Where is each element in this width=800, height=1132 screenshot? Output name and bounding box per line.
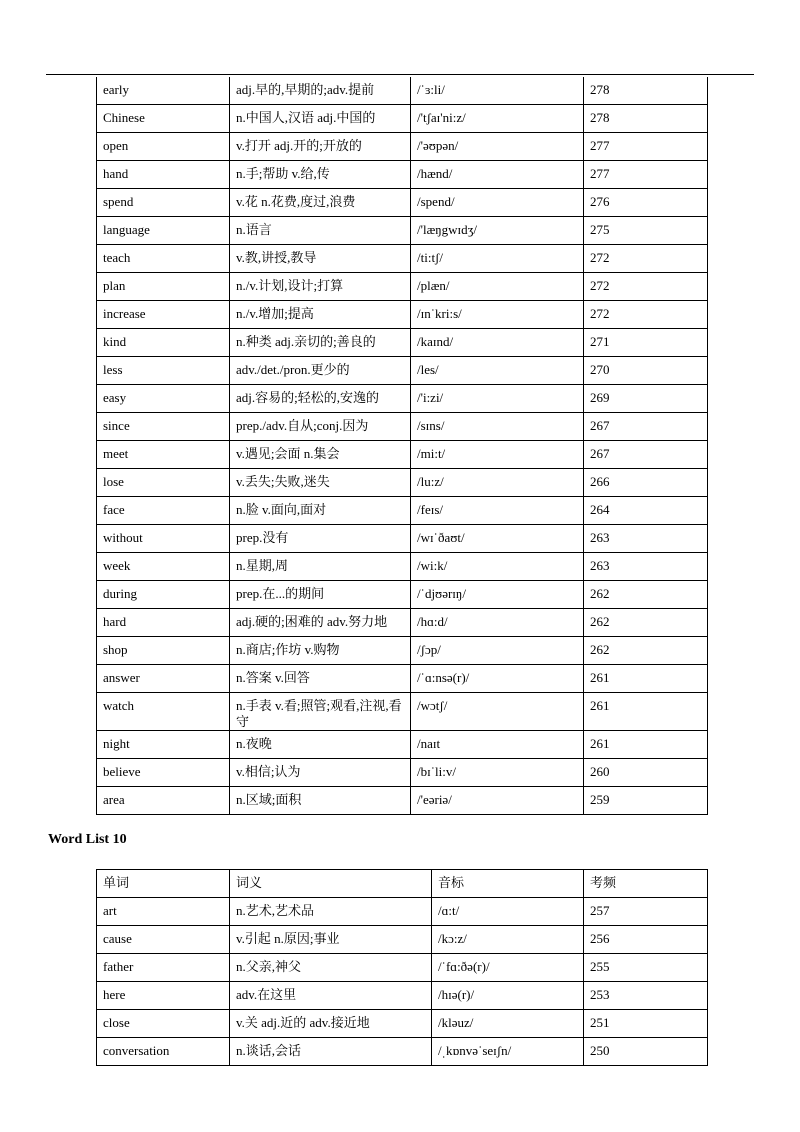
- meaning-cell: v.丢失;失败,迷失: [230, 469, 411, 497]
- frequency-cell: 257: [584, 898, 708, 926]
- table-row: [97, 329, 708, 357]
- word-cell: believe: [97, 759, 230, 787]
- meaning-cell: v.引起 n.原因;事业: [230, 926, 432, 954]
- frequency-cell: 263: [584, 525, 708, 553]
- table-row: [97, 441, 708, 469]
- phonetic-cell: /'eəriə/: [411, 787, 584, 815]
- frequency-cell: 256: [584, 926, 708, 954]
- word-cell: night: [97, 731, 230, 759]
- word-table-2: [96, 869, 708, 1066]
- phonetic-cell: /kaɪnd/: [411, 329, 584, 357]
- meaning-cell: adj.早的,早期的;adv.提前: [230, 77, 411, 105]
- frequency-cell: 277: [584, 161, 708, 189]
- section-title: Word List 10: [48, 832, 127, 847]
- meaning-cell: v.打开 adj.开的;开放的: [230, 133, 411, 161]
- phonetic-cell: 音标: [432, 870, 584, 898]
- table-row: [97, 469, 708, 497]
- meaning-cell: n.中国人,汉语 adj.中国的: [230, 105, 411, 133]
- word-cell: art: [97, 898, 230, 926]
- table-row: [97, 189, 708, 217]
- table-row: [97, 77, 708, 105]
- word-cell: week: [97, 553, 230, 581]
- table-row: [97, 898, 708, 926]
- table-row: [97, 161, 708, 189]
- phonetic-cell: /kləuz/: [432, 1010, 584, 1038]
- word-cell: here: [97, 982, 230, 1010]
- word-cell: close: [97, 1010, 230, 1038]
- table-row: [97, 245, 708, 273]
- word-cell: hard: [97, 609, 230, 637]
- phonetic-cell: /naɪt: [411, 731, 584, 759]
- frequency-cell: 278: [584, 77, 708, 105]
- meaning-cell: n.种类 adj.亲切的;善良的: [230, 329, 411, 357]
- word-cell: cause: [97, 926, 230, 954]
- phonetic-cell: /ˈdjʊərɪŋ/: [411, 581, 584, 609]
- table-row: [97, 273, 708, 301]
- table-row: [97, 413, 708, 441]
- word-cell: 单词: [97, 870, 230, 898]
- table-row: [97, 553, 708, 581]
- word-cell: increase: [97, 301, 230, 329]
- frequency-cell: 275: [584, 217, 708, 245]
- word-cell: meet: [97, 441, 230, 469]
- phonetic-cell: /hænd/: [411, 161, 584, 189]
- table-row: [97, 1010, 708, 1038]
- frequency-cell: 250: [584, 1038, 708, 1066]
- table-row: [97, 497, 708, 525]
- table-row: [97, 217, 708, 245]
- phonetic-cell: /spend/: [411, 189, 584, 217]
- word-cell: plan: [97, 273, 230, 301]
- word-cell: language: [97, 217, 230, 245]
- frequency-cell: 266: [584, 469, 708, 497]
- table-row: [97, 693, 708, 731]
- meaning-cell: n.区域;面积: [230, 787, 411, 815]
- meaning-cell: v.关 adj.近的 adv.接近地: [230, 1010, 432, 1038]
- frequency-cell: 269: [584, 385, 708, 413]
- word-cell: hand: [97, 161, 230, 189]
- meaning-cell: n.商店;作坊 v.购物: [230, 637, 411, 665]
- word-table-1-body: [97, 77, 708, 815]
- word-cell: spend: [97, 189, 230, 217]
- frequency-cell: 264: [584, 497, 708, 525]
- phonetic-cell: /les/: [411, 357, 584, 385]
- frequency-cell: 262: [584, 609, 708, 637]
- phonetic-cell: /'əʊpən/: [411, 133, 584, 161]
- word-cell: watch: [97, 693, 230, 731]
- frequency-cell: 261: [584, 731, 708, 759]
- frequency-cell: 277: [584, 133, 708, 161]
- table-row: [97, 133, 708, 161]
- frequency-cell: 267: [584, 413, 708, 441]
- word-cell: face: [97, 497, 230, 525]
- frequency-cell: 255: [584, 954, 708, 982]
- meaning-cell: adj.容易的;轻松的,安逸的: [230, 385, 411, 413]
- phonetic-cell: /'tʃaɪ'ni:z/: [411, 105, 584, 133]
- phonetic-cell: /'læŋgwɪdʒ/: [411, 217, 584, 245]
- meaning-cell: prep.没有: [230, 525, 411, 553]
- phonetic-cell: /bɪˈli:v/: [411, 759, 584, 787]
- word-cell: since: [97, 413, 230, 441]
- phonetic-cell: /sɪns/: [411, 413, 584, 441]
- table-header-row: [97, 870, 708, 898]
- frequency-cell: 271: [584, 329, 708, 357]
- frequency-cell: 251: [584, 1010, 708, 1038]
- frequency-cell: 272: [584, 301, 708, 329]
- meaning-cell: n.脸 v.面向,面对: [230, 497, 411, 525]
- table-row: [97, 581, 708, 609]
- frequency-cell: 272: [584, 273, 708, 301]
- phonetic-cell: /plæn/: [411, 273, 584, 301]
- table-row: [97, 954, 708, 982]
- phonetic-cell: /hɪə(r)/: [432, 982, 584, 1010]
- frequency-cell: 278: [584, 105, 708, 133]
- word-cell: area: [97, 787, 230, 815]
- word-cell: teach: [97, 245, 230, 273]
- meaning-cell: v.遇见;会面 n.集会: [230, 441, 411, 469]
- frequency-cell: 276: [584, 189, 708, 217]
- meaning-cell: prep./adv.自从;conj.因为: [230, 413, 411, 441]
- meaning-cell: v.教,讲授,教导: [230, 245, 411, 273]
- table-row: [97, 301, 708, 329]
- table-row: [97, 609, 708, 637]
- table-row: [97, 105, 708, 133]
- phonetic-cell: /kɔ:z/: [432, 926, 584, 954]
- phonetic-cell: /feɪs/: [411, 497, 584, 525]
- phonetic-cell: /wɔtʃ/: [411, 693, 584, 731]
- frequency-cell: 263: [584, 553, 708, 581]
- meaning-cell: n.手表 v.看;照管;观看,注视,看守: [230, 693, 411, 731]
- word-table-2-body: [97, 870, 708, 1066]
- frequency-cell: 272: [584, 245, 708, 273]
- table-row: [97, 731, 708, 759]
- table-row: [97, 926, 708, 954]
- phonetic-cell: /'i:zi/: [411, 385, 584, 413]
- word-cell: answer: [97, 665, 230, 693]
- word-cell: kind: [97, 329, 230, 357]
- phonetic-cell: /hɑ:d/: [411, 609, 584, 637]
- meaning-cell: n.手;帮助 v.给,传: [230, 161, 411, 189]
- phonetic-cell: /ɪnˈkri:s/: [411, 301, 584, 329]
- meaning-cell: adv./det./pron.更少的: [230, 357, 411, 385]
- meaning-cell: v.相信;认为: [230, 759, 411, 787]
- table-row: [97, 637, 708, 665]
- word-cell: shop: [97, 637, 230, 665]
- meaning-cell: adv.在这里: [230, 982, 432, 1010]
- phonetic-cell: /ɑ:t/: [432, 898, 584, 926]
- word-cell: Chinese: [97, 105, 230, 133]
- table-row: [97, 385, 708, 413]
- word-cell: lose: [97, 469, 230, 497]
- word-cell: during: [97, 581, 230, 609]
- phonetic-cell: /ˈɑ:nsə(r)/: [411, 665, 584, 693]
- table-row: [97, 357, 708, 385]
- meaning-cell: prep.在...的期间: [230, 581, 411, 609]
- frequency-cell: 267: [584, 441, 708, 469]
- meaning-cell: n./v.增加;提高: [230, 301, 411, 329]
- word-cell: easy: [97, 385, 230, 413]
- frequency-cell: 253: [584, 982, 708, 1010]
- phonetic-cell: /ti:tʃ/: [411, 245, 584, 273]
- meaning-cell: n.夜晚: [230, 731, 411, 759]
- meaning-cell: n.星期,周: [230, 553, 411, 581]
- word-cell: father: [97, 954, 230, 982]
- meaning-cell: n.答案 v.回答: [230, 665, 411, 693]
- meaning-cell: v.花 n.花费,度过,浪费: [230, 189, 411, 217]
- meaning-cell: adj.硬的;困难的 adv.努力地: [230, 609, 411, 637]
- word-cell: less: [97, 357, 230, 385]
- meaning-cell: 词义: [230, 870, 432, 898]
- table-row: [97, 1038, 708, 1066]
- frequency-cell: 261: [584, 693, 708, 731]
- word-cell: conversation: [97, 1038, 230, 1066]
- phonetic-cell: /ʃɔp/: [411, 637, 584, 665]
- table-row: [97, 525, 708, 553]
- frequency-cell: 259: [584, 787, 708, 815]
- phonetic-cell: /ˈfɑ:ðə(r)/: [432, 954, 584, 982]
- top-rule: [46, 74, 754, 75]
- phonetic-cell: /mi:t/: [411, 441, 584, 469]
- table-row: [97, 787, 708, 815]
- phonetic-cell: /wɪˈðaʊt/: [411, 525, 584, 553]
- word-cell: without: [97, 525, 230, 553]
- frequency-cell: 260: [584, 759, 708, 787]
- phonetic-cell: /ˈɜ:li/: [411, 77, 584, 105]
- frequency-cell: 270: [584, 357, 708, 385]
- table-row: [97, 982, 708, 1010]
- frequency-cell: 262: [584, 637, 708, 665]
- meaning-cell: n.谈话,会话: [230, 1038, 432, 1066]
- word-cell: open: [97, 133, 230, 161]
- meaning-cell: n.语言: [230, 217, 411, 245]
- table-row: [97, 665, 708, 693]
- word-cell: early: [97, 77, 230, 105]
- frequency-cell: 262: [584, 581, 708, 609]
- phonetic-cell: /ˌkɒnvəˈseɪʃn/: [432, 1038, 584, 1066]
- phonetic-cell: /wi:k/: [411, 553, 584, 581]
- meaning-cell: n.艺术,艺术品: [230, 898, 432, 926]
- word-table-1: [96, 77, 708, 815]
- table-row: [97, 759, 708, 787]
- meaning-cell: n./v.计划,设计;打算: [230, 273, 411, 301]
- meaning-cell: n.父亲,神父: [230, 954, 432, 982]
- phonetic-cell: /lu:z/: [411, 469, 584, 497]
- frequency-cell: 261: [584, 665, 708, 693]
- frequency-cell: 考频: [584, 870, 708, 898]
